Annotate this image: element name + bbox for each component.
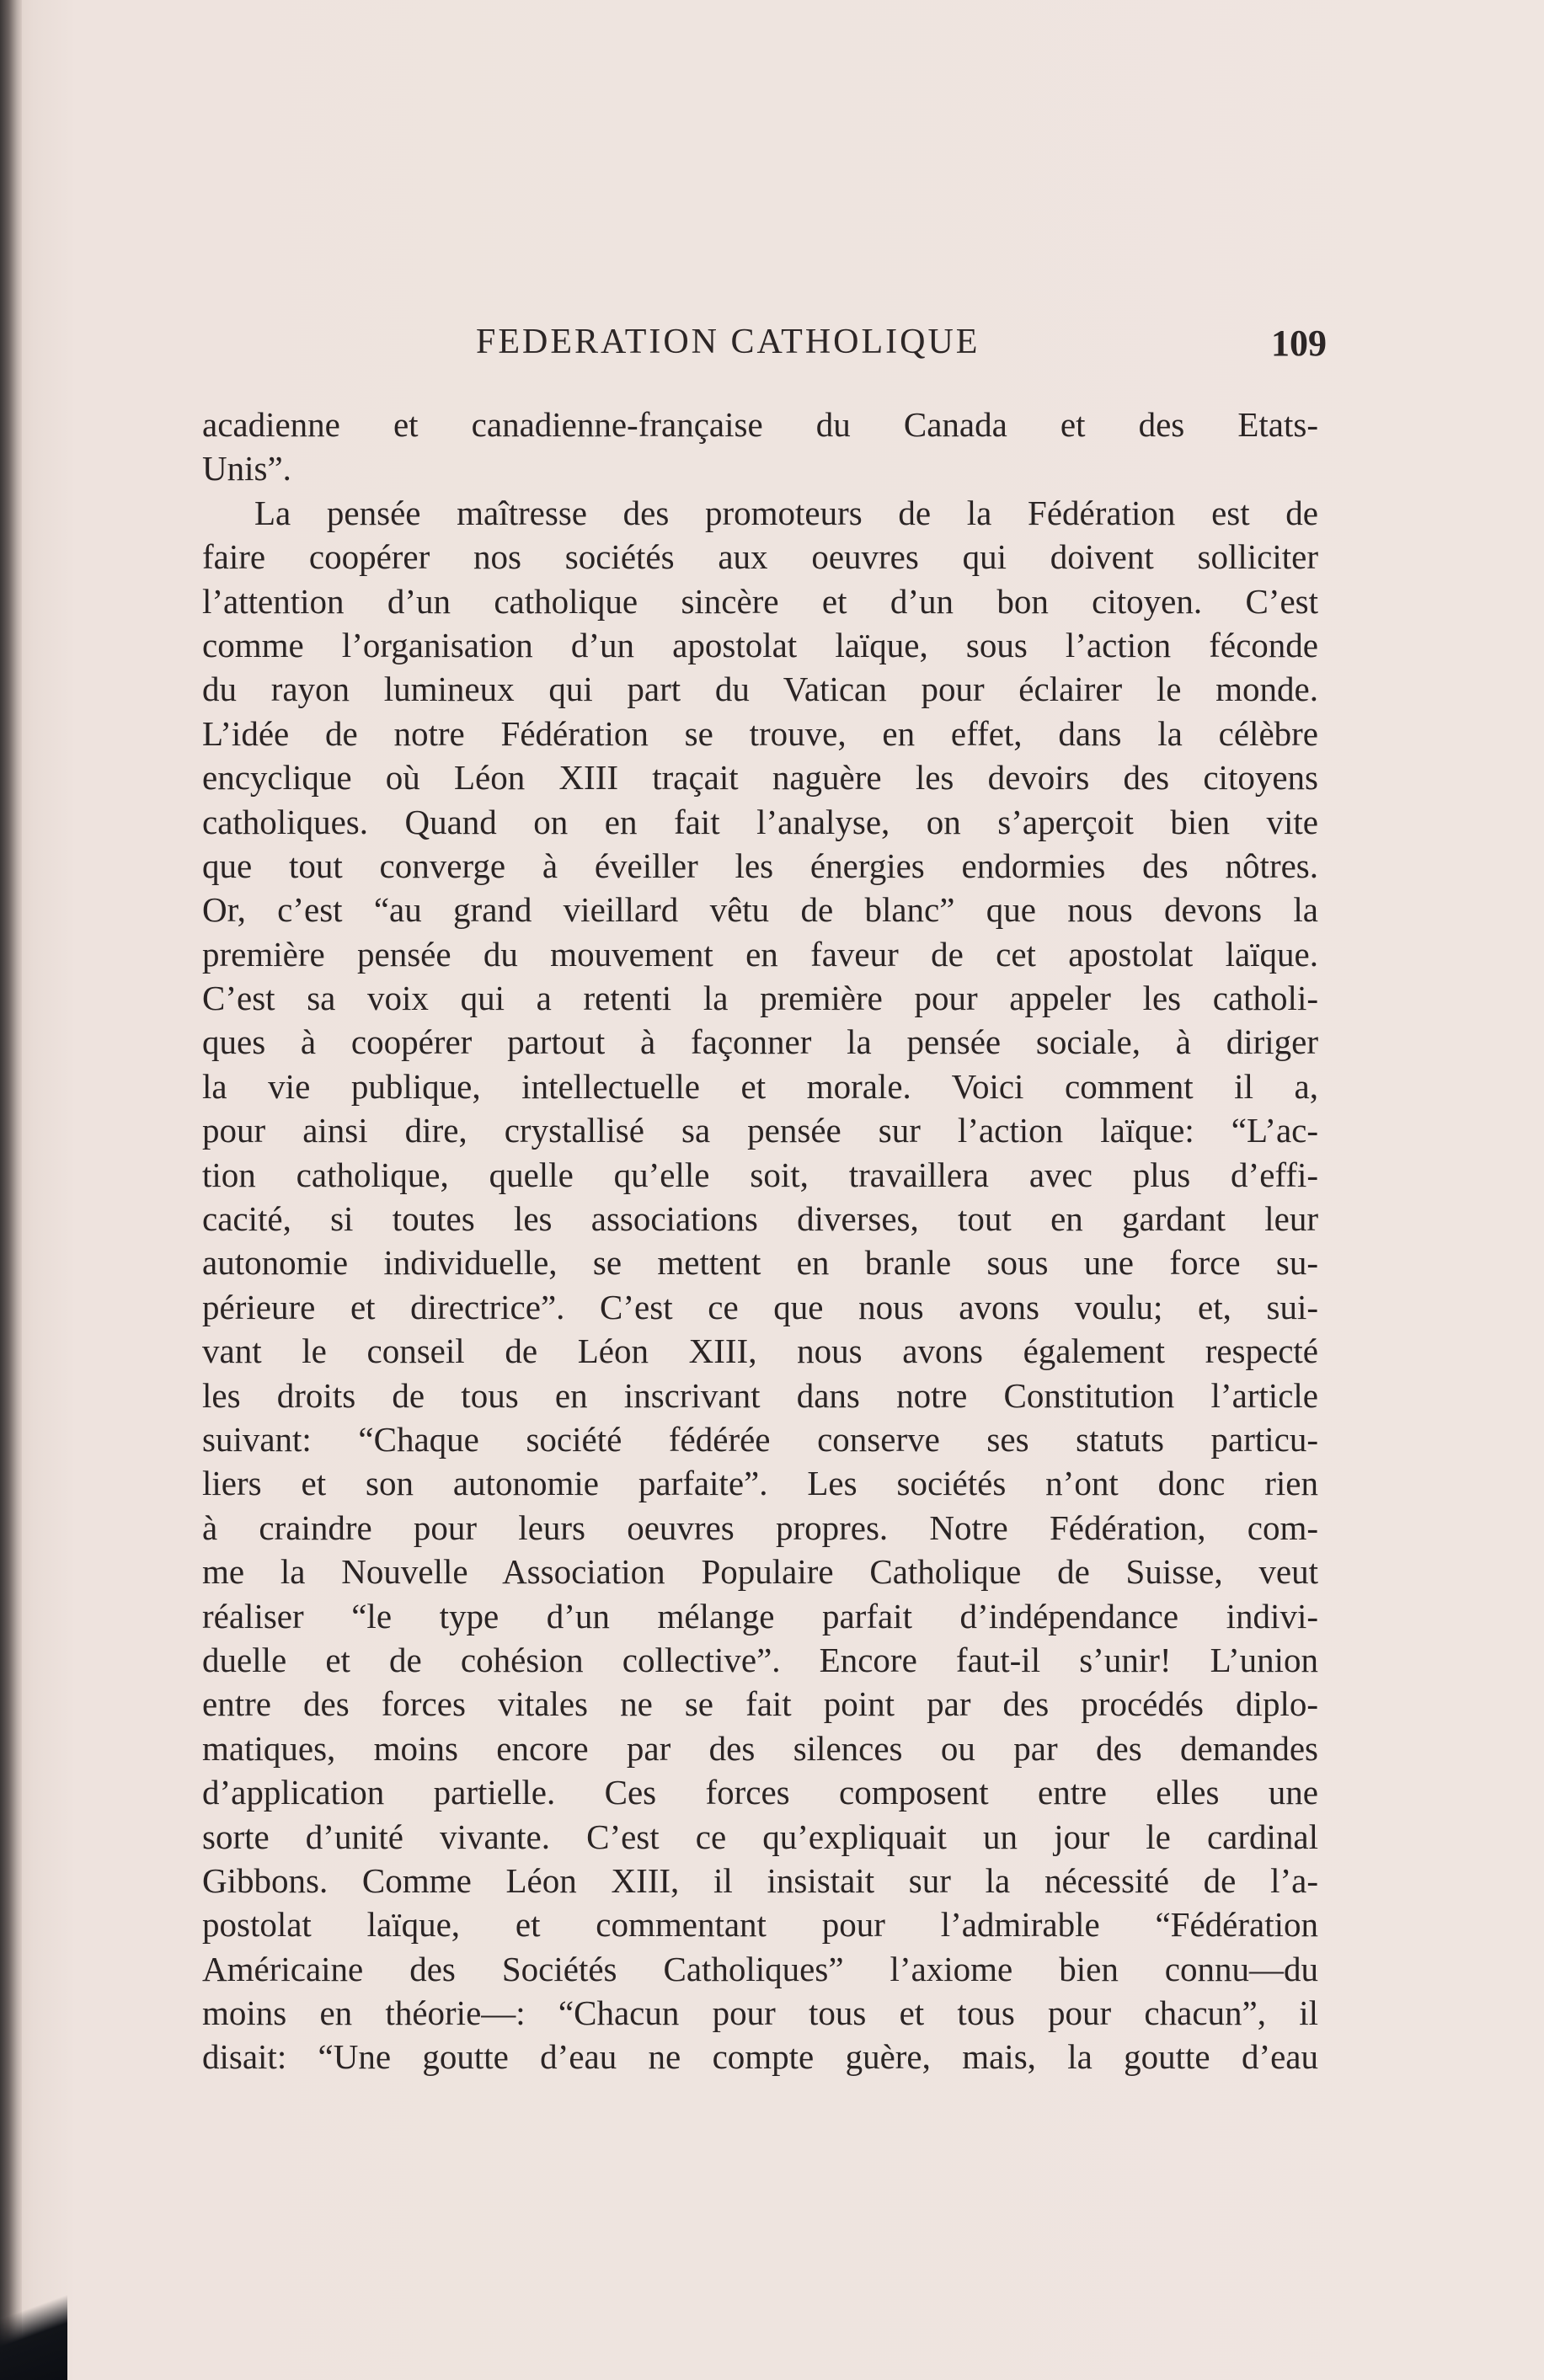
text-line: liers et son autonomie parfaite”. Les sociétés n’ont donc rien bbox=[202, 1464, 1318, 1503]
text-line: moins en théorie—: “Chacun pour tous et tous pour chacun”, il bbox=[202, 1993, 1318, 2033]
text-line: autonomie individuelle, se mettent en branle sous une force su- bbox=[202, 1243, 1318, 1283]
text-line: catholiques. Quand on en fait l’analyse, on s’aperçoit bien vite bbox=[202, 802, 1318, 841]
text-line: entre des forces vitales ne se fait point par des procédés diplo- bbox=[202, 1684, 1318, 1724]
text-line: pour ainsi dire, crystallisé sa pensée sur l’action laïque: “L’ac- bbox=[202, 1111, 1318, 1150]
text-line: Américaine des Sociétés Catholiques” l’axiome bien connu—du bbox=[202, 1949, 1318, 1988]
text-line: faire coopérer nos sociétés aux oeuvres qui doivent solliciter bbox=[202, 537, 1318, 577]
text-line: duelle et de cohésion collective”. Encore faut-il s’unir! L’union bbox=[202, 1640, 1318, 1679]
page-number: 109 bbox=[1271, 323, 1327, 364]
text-line: périeure et directrice”. C’est ce que nous avons voulu; et, sui- bbox=[202, 1287, 1318, 1326]
text-line: postolat laïque, et commentant pour l’admirable “Fédération bbox=[202, 1905, 1318, 1945]
text-line: suivant: “Chaque société fédérée conserve ses statuts particu- bbox=[202, 1419, 1318, 1459]
page-header bbox=[202, 322, 1327, 372]
text-line: Unis”. bbox=[202, 449, 291, 488]
text-line: que tout converge à éveiller les énergies endormies des nôtres. bbox=[202, 846, 1318, 885]
text-line: La pensée maîtresse des promoteurs de la Fédération est de bbox=[254, 493, 1318, 532]
text-line: l’attention d’un catholique sincère et d’un bon citoyen. C’est bbox=[202, 581, 1318, 621]
text-line: cacité, si toutes les associations diverses, tout en gardant leur bbox=[202, 1199, 1318, 1239]
text-line: sorte d’unité vivante. C’est ce qu’expliquait un jour le cardinal bbox=[202, 1817, 1318, 1856]
text-line: tion catholique, quelle qu’elle soit, travaillera avec plus d’effi- bbox=[202, 1155, 1318, 1194]
text-line: Or, c’est “au grand vieillard vêtu de blanc” que nous devons la bbox=[202, 890, 1318, 930]
text-line: comme l’organisation d’un apostolat laïque, sous l’action féconde bbox=[202, 625, 1318, 664]
text-line: matiques, moins encore par des silences ou par des demandes bbox=[202, 1728, 1318, 1768]
text-line: du rayon lumineux qui part du Vatican pour éclairer le monde. bbox=[202, 670, 1318, 709]
text-line: me la Nouvelle Association Populaire Catholique de Suisse, veut bbox=[202, 1552, 1318, 1592]
dark-corner bbox=[0, 2262, 67, 2380]
text-line: L’idée de notre Fédération se trouve, en effet, dans la célèbre bbox=[202, 713, 1318, 753]
body-text bbox=[202, 403, 1318, 2079]
text-line: ques à coopérer partout à façonner la pensée sociale, à diriger bbox=[202, 1022, 1318, 1062]
text-line: C’est sa voix qui a retenti la première pour appeler les catholi- bbox=[202, 979, 1318, 1018]
running-title: FEDERATION CATHOLIQUE bbox=[476, 323, 980, 361]
text-line: vant le conseil de Léon XIII, nous avons également respecté bbox=[202, 1331, 1318, 1371]
text-line: première pensée du mouvement en faveur de cet apostolat laïque. bbox=[202, 934, 1318, 974]
text-line: acadienne et canadienne-française du Canada et des Etats- bbox=[202, 405, 1318, 444]
text-line: encyclique où Léon XIII traçait naguère les devoirs des citoyens bbox=[202, 758, 1318, 798]
text-line: Gibbons. Comme Léon XIII, il insistait sur la nécessité de l’a- bbox=[202, 1860, 1318, 1900]
text-line: la vie publique, intellectuelle et morale. Voici comment il a, bbox=[202, 1066, 1318, 1106]
book-binding-edge bbox=[0, 0, 22, 2380]
text-line: les droits de tous en inscrivant dans notre Constitution l’article bbox=[202, 1375, 1318, 1415]
text-line: disait: “Une goutte d’eau ne compte guère, mais, la goutte d’eau bbox=[202, 2037, 1318, 2077]
text-line: d’application partielle. Ces forces composent entre elles une bbox=[202, 1773, 1318, 1812]
text-line: réaliser “le type d’un mélange parfait d’indépendance indivi- bbox=[202, 1596, 1318, 1636]
text-line: à craindre pour leurs oeuvres propres. Notre Fédération, com- bbox=[202, 1508, 1318, 1547]
